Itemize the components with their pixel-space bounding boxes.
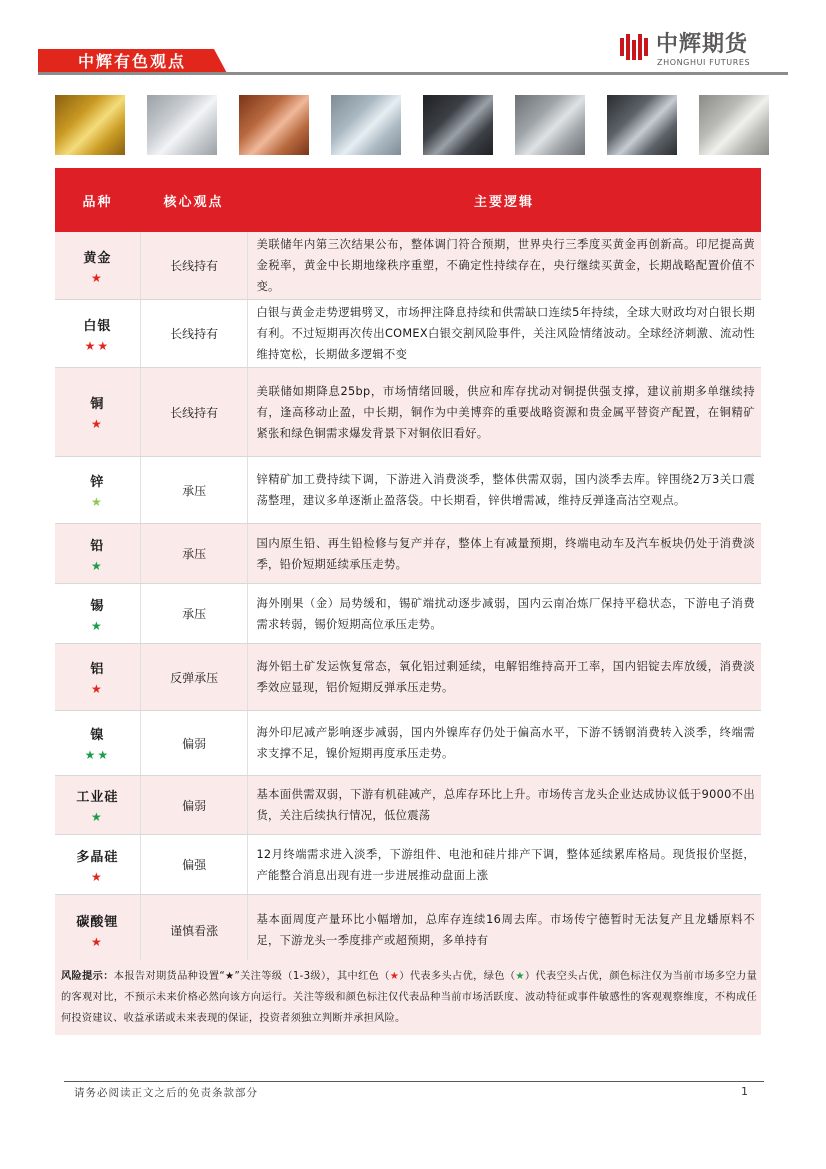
- gold-bar-photo: [55, 95, 125, 155]
- table-row: [55, 644, 761, 711]
- green-star-icon: ★: [515, 971, 525, 982]
- core-view: 长线持有: [141, 300, 249, 367]
- table-row: [55, 711, 761, 776]
- main-logic: 国内原生铅、再生铅检修与复产并存，整体上有减量预期，终端电动车及汽车板块仍处于消费淡季，铅价短期延续承压走势。: [256, 536, 755, 571]
- commodity-cell: [55, 457, 141, 523]
- table-row: [55, 368, 761, 457]
- rating-star-icon: ★: [90, 270, 104, 285]
- rating-star-icon: ★★: [84, 338, 111, 353]
- commodity-name: 铝: [90, 662, 105, 677]
- table-row: [55, 835, 761, 895]
- table-row: [55, 776, 761, 835]
- table-header: [55, 168, 761, 232]
- core-view: 反弹承压: [141, 644, 249, 710]
- commodity-name: 锌: [90, 475, 105, 490]
- silver-sheet-photo: [147, 95, 217, 155]
- main-logic: 12月终端需求进入淡季，下游组件、电池和硅片排产下调，整体延续累库格局。现货报价坚挺，产能整合消息出现有进一步进展推动盘面上涨: [256, 847, 755, 882]
- commodity-cell: [55, 644, 141, 710]
- core-view: 谨慎看涨: [141, 895, 249, 965]
- commodity-cell: [55, 776, 141, 834]
- main-logic: 美联储年内第三次结果公布，整体调门符合预期，世界央行三季度买黄金再创新高。印尼提高黄金税率，黄金中长期地缘秩序重塑，不确定性持续存在，央行继续买黄金，长期战略配置价值不变。: [256, 238, 755, 293]
- commodity-cell: [55, 895, 141, 965]
- commodity-name: 多晶硅: [76, 849, 119, 865]
- main-logic: 锌精矿加工费持续下调，下游进入消费淡季，整体供需双弱，国内淡季去库。锌围绕2万3关口震荡整理，建议多单逐渐止盈落袋。中长期看，锌供增需减，维持反弹逢高沽空观点。: [256, 473, 755, 507]
- core-view: 长线持有: [141, 232, 249, 299]
- page-number: 1: [741, 1085, 748, 1098]
- commodity-cell: [55, 711, 141, 775]
- commodity-name: 白银: [83, 318, 112, 334]
- rating-star-icon: ★: [90, 618, 104, 633]
- metal-photo-strip: [55, 95, 755, 155]
- core-view: 长线持有: [141, 368, 249, 456]
- commodity-name: 镍: [90, 728, 105, 743]
- rating-star-icon: ★: [90, 869, 104, 884]
- main-logic: 白银与黄金走势逻辑劈叉，市场押注降息持续和供需缺口连续5年持续，全球大财政均对白银长期有利。不过短期再次传出COMEX白银交割风险事件，关注风险情绪波动。全球经济刺激、流动性维持宽松，长期做多逻辑不变: [256, 306, 755, 361]
- core-view: 承压: [141, 584, 249, 643]
- commodity-cell: [55, 300, 141, 367]
- rating-star-icon: ★: [90, 810, 104, 824]
- tin-bar-photo: [515, 95, 585, 155]
- core-view: 偏强: [141, 835, 249, 894]
- commodity-cell: [55, 232, 141, 299]
- core-view: 偏弱: [141, 776, 249, 834]
- table-row: [55, 584, 761, 644]
- core-view: 偏弱: [141, 711, 249, 775]
- main-logic: 基本面周度产量环比小幅增加，总库存连续16周去库。市场传宁德暂时无法复产且龙蟠原料不足，下游龙头一季度排产或超预期，多单持有: [256, 913, 755, 947]
- section-title: 中辉有色观点: [78, 52, 187, 71]
- rating-star-icon: ★: [90, 558, 104, 573]
- table-row: [55, 232, 761, 300]
- commodity-cell: [55, 524, 141, 583]
- header-name: 品种: [82, 194, 113, 210]
- table-body: [55, 232, 761, 966]
- core-view: 承压: [141, 457, 249, 523]
- main-logic: 海外刚果（金）局势缓和，锡矿端扰动逐步减弱，国内云南冶炼厂保持平稳状态，下游电子消费需求转弱，锡价短期高位承压走势。: [256, 596, 755, 631]
- main-logic: 美联储如期降息25bp，市场情绪回暖，供应和库存扰动对铜提供强支撑，建议前期多单继续持有，逢高移动止盈，中长期，铜作为中美博弈的重要战略资源和贵金属平替资产配置，在铜精矿紧张和绿色铜需求爆发背景下对铜依旧看好。: [256, 384, 755, 440]
- risk-text-1: 本报告对期货品种设置“★”关注等级（1-3级），其中红色（: [113, 971, 390, 982]
- views-table: [55, 168, 761, 966]
- table-row: [55, 524, 761, 584]
- commodity-cell: [55, 368, 141, 456]
- aluminum-foil-photo: [607, 95, 677, 155]
- table-row: [55, 895, 761, 966]
- rating-star-icon: ★★: [84, 748, 111, 762]
- commodity-cell: [55, 584, 141, 643]
- table-row: [55, 457, 761, 524]
- commodity-name: 工业硅: [76, 790, 119, 805]
- commodity-name: 铜: [90, 397, 105, 412]
- footer-disclaimer: 请务必阅读正文之后的免责条款部分: [74, 1087, 258, 1099]
- main-logic: 海外铝土矿发运恢复常态，氧化铝过剩延续，电解铝维持高开工率，国内铝锭去库放缓，消费淡季效应显现，铝价短期反弹承压走势。: [256, 660, 755, 694]
- company-logo: [620, 32, 790, 68]
- risk-text-2: ）代表多头占优，绿色（: [399, 971, 516, 982]
- commodity-cell: [55, 835, 141, 894]
- logo-text-en: ZHONGHUI FUTURES: [657, 58, 751, 67]
- lead-ingot-photo: [423, 95, 493, 155]
- logo-mark-icon: [620, 34, 650, 62]
- table-row: [55, 300, 761, 368]
- main-logic: 基本面供需双弱，下游有机硅减产，总库存环比上升。市场传言龙头企业达成协议低于9000不出货，关注后续执行情况，低位震荡: [256, 788, 755, 822]
- logo-text-cn: 中辉期货: [656, 32, 749, 57]
- risk-notice: [55, 960, 761, 1035]
- header-logic: 主要逻辑: [473, 194, 534, 210]
- commodity-name: 碳酸锂: [76, 915, 119, 930]
- main-logic: 海外印尼减产影响逐步减弱，国内外镍库存仍处于偏高水平，下游不锈钢消费转入淡季，终端需求支撑不足，镍价短期再度承压走势。: [256, 726, 755, 760]
- commodity-name: 锡: [90, 598, 105, 614]
- core-view: 承压: [141, 524, 249, 583]
- nickel-pellet-photo: [699, 95, 769, 155]
- header-divider: [38, 72, 788, 75]
- commodity-name: 黄金: [83, 250, 112, 266]
- footer-divider: [64, 1081, 764, 1082]
- rating-star-icon: ★: [90, 417, 104, 431]
- rating-star-icon: ★: [90, 935, 104, 949]
- zinc-sheet-photo: [331, 95, 401, 155]
- rating-star-icon: ★: [90, 495, 104, 509]
- risk-text-3: ）代表空头占优，颜色标注仅为当前市场多空力量的客观对比，不预示未来价格必然向该方向运行。关注等级和颜色标注仅代表品种当前市场活跃度、波动特征或事件敏感性的客观观察维度，不构成任何投资建议、收益承诺或未来表现的保证，投资者须独立判断并承担风险。: [61, 971, 758, 1024]
- copper-wire-photo: [239, 95, 309, 155]
- risk-label: 风险提示：: [61, 971, 114, 982]
- commodity-name: 铅: [90, 538, 105, 554]
- header-view: 核心观点: [163, 194, 224, 210]
- red-star-icon: ★: [389, 971, 400, 982]
- rating-star-icon: ★: [90, 682, 104, 696]
